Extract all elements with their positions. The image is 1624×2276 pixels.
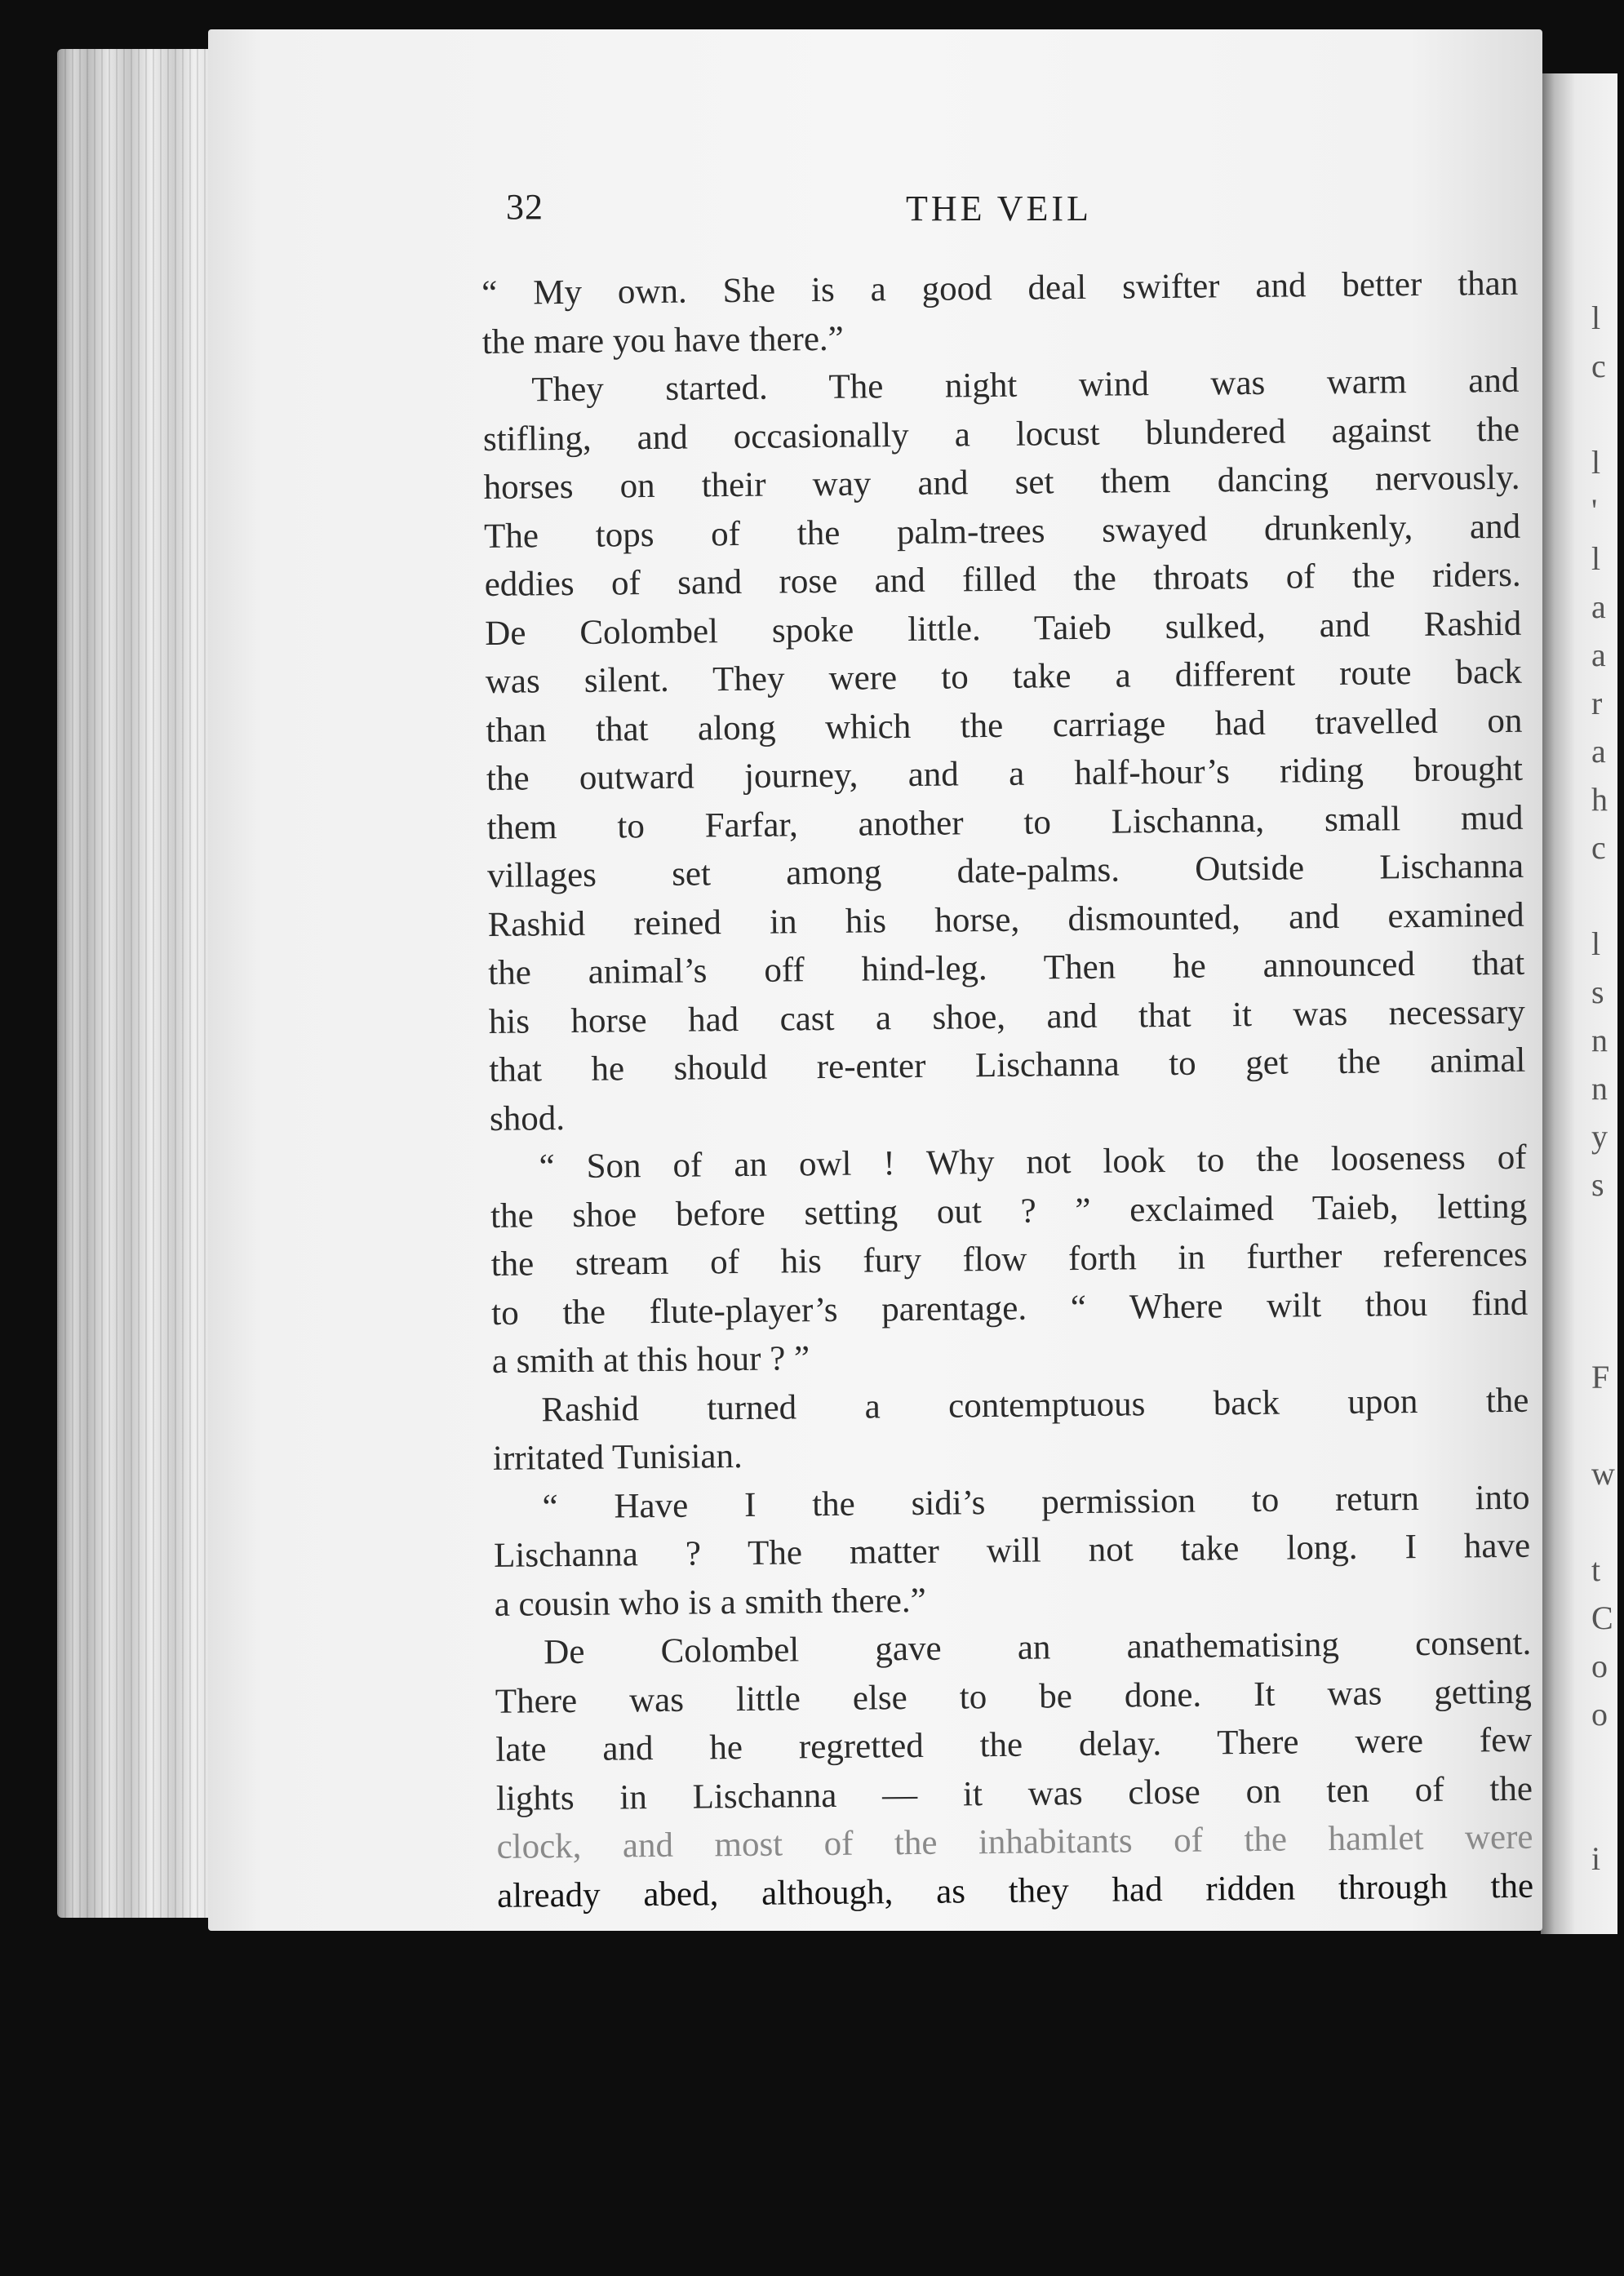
text-line: Rashid turned a contemptuous back upon the xyxy=(541,1381,1529,1429)
text-line: late and he regretted the delay. There were few xyxy=(495,1720,1533,1769)
text-line: horses on their way and set them dancing nervously. xyxy=(483,458,1520,507)
text-line: De Colombel spoke little. Taieb sulked, and Rashid xyxy=(485,604,1522,653)
text-line: There was little else to be done. It was getting xyxy=(495,1672,1533,1721)
text-line: the mare you have there.” xyxy=(481,319,844,362)
text-line: them to Farfar, another to Lischanna, small mud xyxy=(486,798,1524,847)
text-line: the outward journey, and a half-hour’s riding brought xyxy=(486,749,1524,798)
text-line: to the flute-player’s parentage. “ Where wilt thou find xyxy=(491,1284,1529,1333)
facing-page-fragments: l c l ' l a a r a h c l s n n y s F w t C o o i xyxy=(1591,299,1615,1877)
text-line: the shoe before setting out ? ” exclaimed Taieb, letting xyxy=(490,1187,1528,1236)
text-line: was silent. They were to take a different route back xyxy=(485,652,1523,701)
left-page-edges xyxy=(57,49,229,1918)
text-line: shod. xyxy=(489,1098,566,1138)
text-line: a cousin who is a smith there.” xyxy=(494,1581,926,1624)
text-line: his horse had cast a shoe, and that it was necessary xyxy=(488,992,1526,1041)
text-line: the animal’s off hind-leg. Then he announced that xyxy=(488,943,1525,992)
text-line: eddies of sand rose and filled the throats of the riders. xyxy=(484,555,1521,604)
text-line: The tops of the palm-trees swayed drunkenly, and xyxy=(483,507,1521,556)
text-line: Rashid reined in his horse, dismounted, and examined xyxy=(487,895,1524,944)
text-line: They started. The night wind was warm and xyxy=(531,361,1520,410)
text-line: “ Son of an owl ! Why not look to the looseness of xyxy=(539,1138,1527,1187)
text-line: already abed, although, as they had ridden through the xyxy=(496,1866,1534,1915)
text-line: stifling, and occasionally a locust blundered against the xyxy=(482,410,1520,459)
text-line: De Colombel gave an anathematising consent. xyxy=(544,1623,1532,1672)
body-text xyxy=(481,260,1533,1920)
text-line: “ Have I the sidi’s permission to return into xyxy=(542,1478,1530,1526)
text-line: than that along which the carriage had travelled on xyxy=(486,701,1523,750)
running-head xyxy=(506,186,1526,243)
page-number: 32 xyxy=(506,187,544,227)
book-title: THE VEIL xyxy=(906,189,1092,228)
text-line: lights in Lischanna — it was close on ten of the xyxy=(495,1769,1533,1818)
text-line: that he should re-enter Lischanna to get the animal xyxy=(489,1040,1526,1089)
text-line: Lischanna ? The matter will not take long. I have xyxy=(493,1526,1531,1575)
text-line: irritated Tunisian. xyxy=(492,1436,743,1478)
text-line: the stream of his fury flow forth in further references xyxy=(490,1235,1528,1284)
text-line: a smith at this hour ? ” xyxy=(491,1339,810,1381)
text-line: villages set among date-palms. Outside Lischanna xyxy=(486,846,1524,895)
text-line: “ My own. She is a good deal swifter and better than xyxy=(481,264,1519,313)
text-line: clock, and most of the inhabitants of the hamlet were xyxy=(496,1817,1533,1866)
